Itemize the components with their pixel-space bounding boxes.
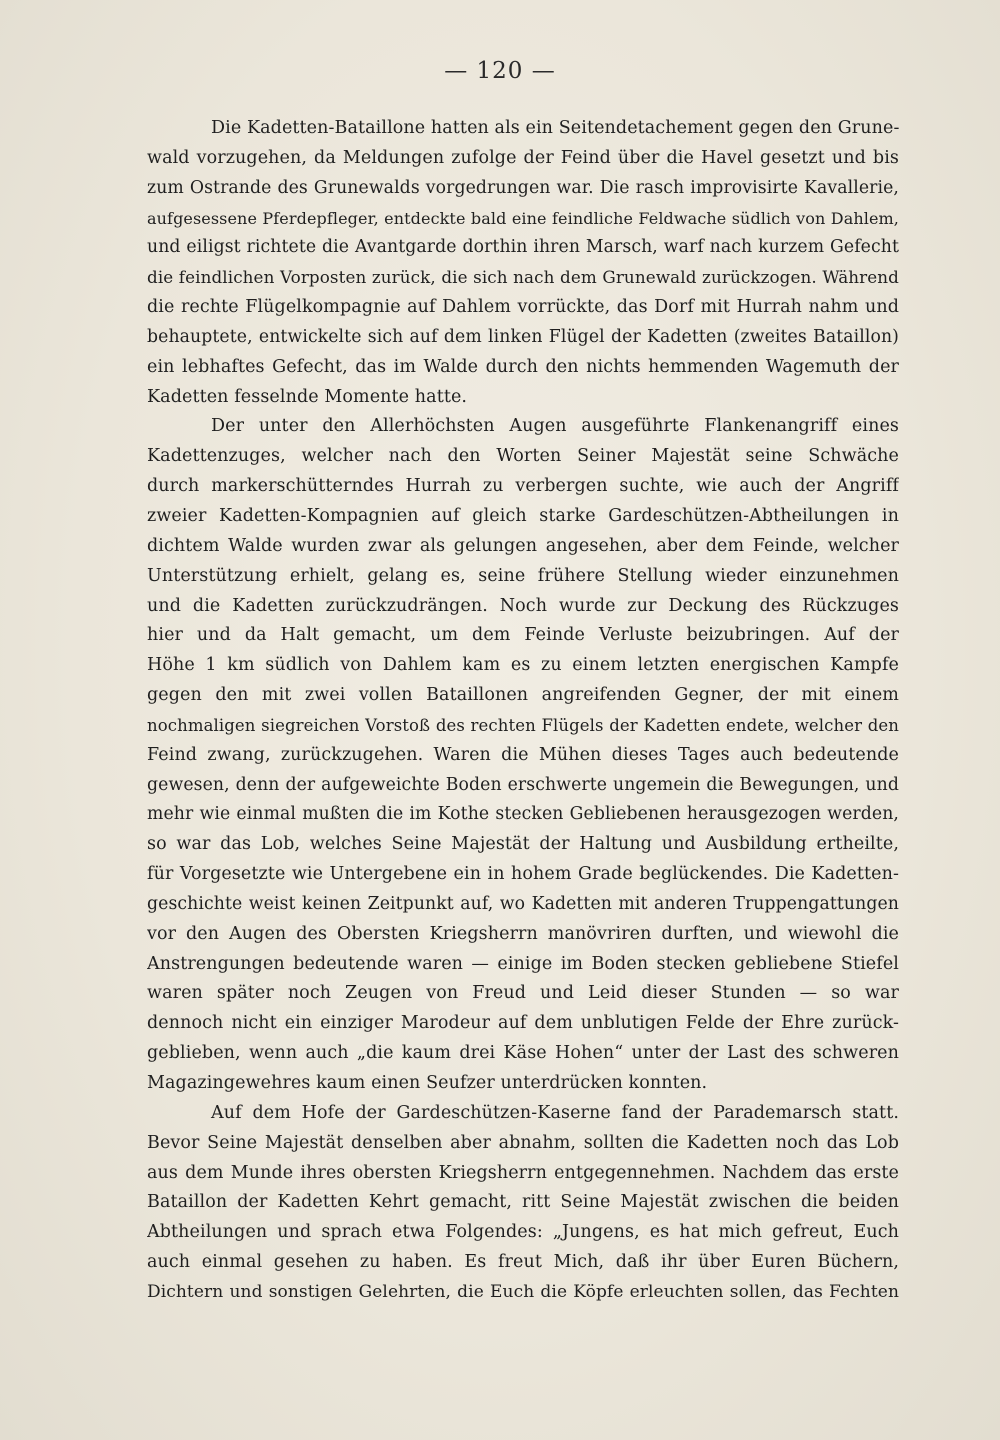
text-line: ein lebhaftes Gefecht, das im Walde durch den nichts hemmenden Wagemuth der — [147, 356, 899, 377]
text-line: gewesen, denn der aufgeweichte Boden erschwerte ungemein die Bewegungen, und — [147, 774, 899, 795]
text-line: dennoch nicht ein einziger Marodeur auf dem unblutigen Felde der Ehre zurück- — [147, 1013, 899, 1034]
text-line: geschichte weist keinen Zeitpunkt auf, wo Kadetten mit anderen Truppengattungen — [147, 893, 899, 914]
text-line: hier und da Halt gemacht, um dem Feinde Verluste beizubringen. Auf der — [147, 625, 899, 646]
text-line: Anstrengungen bedeutende waren — einige im Boden stecken gebliebene Stiefel — [147, 953, 899, 974]
text-line: Auf dem Hofe der Gardeschützen-Kaserne fand der Parademarsch statt. — [211, 1102, 899, 1123]
text-line: Der unter den Allerhöchsten Augen ausgeführte Flankenangriff eines — [211, 416, 899, 437]
text-line: zum Ostrande des Grunewalds vorgedrungen war. Die rasch improvisirte Kavallerie, — [147, 177, 899, 198]
text-line: Bevor Seine Majestät denselben aber abnahm, sollten die Kadetten noch das Lob — [147, 1132, 899, 1153]
text-line: Höhe 1 km südlich von Dahlem kam es zu einem letzten energischen Kampfe — [147, 655, 899, 676]
text-line: wald vorzugehen, da Meldungen zufolge der Feind über die Havel gesetzt und bis — [147, 147, 899, 168]
page-number: — 120 — — [444, 58, 556, 84]
text-line: und eiligst richtete die Avantgarde dorthin ihren Marsch, warf nach kurzem Gefecht — [147, 237, 899, 258]
text-line: zweier Kadetten-Kompagnien auf gleich starke Gardeschützen-Abtheilungen in — [147, 505, 899, 526]
text-line: durch markerschütterndes Hurrah zu verbergen suchte, wie auch der Angriff — [147, 476, 899, 497]
text-line: Feind zwang, zurückzugehen. Waren die Mühen dieses Tages auch bedeutende — [147, 744, 899, 765]
text-line: und die Kadetten zurückzudrängen. Noch wurde zur Deckung des Rückzuges — [147, 595, 899, 616]
body-text — [147, 114, 899, 1308]
text-line: nochmaligen siegreichen Vorstoß des rechten Flügels der Kadetten endete, welcher den — [147, 715, 899, 735]
text-line: aufgesessene Pferdepfleger, entdeckte bald eine feindliche Feldwache südlich von Dahlem, — [147, 208, 899, 228]
text-line: behauptete, entwickelte sich auf dem linken Flügel der Kadetten (zweites Bataillon) — [147, 326, 899, 347]
text-line: Dichtern und sonstigen Gelehrten, die Euch die Köpfe erleuchten sollen, das Fechten — [147, 1281, 899, 1302]
text-line: gegen den mit zwei vollen Bataillonen angreifenden Gegner, der mit einem — [147, 685, 899, 706]
text-line: waren später noch Zeugen von Freud und Leid dieser Stunden — so war — [147, 983, 899, 1004]
text-line: Die Kadetten-Bataillone hatten als ein Seitendetachement gegen den Grune- — [211, 118, 899, 138]
text-line: Kadetten fesselnde Momente hatte. — [147, 386, 468, 407]
text-line: die rechte Flügelkompagnie auf Dahlem vorrückte, das Dorf mit Hurrah nahm und — [147, 297, 899, 318]
text-line: Unterstützung erhielt, gelang es, seine frühere Stellung wieder einzunehmen — [147, 565, 899, 586]
text-line: mehr wie einmal mußten die im Kothe stecken Gebliebenen herausgezogen werden, — [147, 804, 899, 825]
text-line: Kadettenzuges, welcher nach den Worten Seiner Majestät seine Schwäche — [147, 446, 899, 467]
text-line: vor den Augen des Obersten Kriegsherrn manövriren durften, und wiewohl die — [147, 923, 899, 944]
text-line: Magazingewehres kaum einen Seufzer unterdrücken konnten. — [147, 1073, 708, 1093]
text-line: geblieben, wenn auch „die kaum drei Käse Hohen“ unter der Last des schweren — [147, 1043, 899, 1064]
text-line: aus dem Munde ihres obersten Kriegsherrn entgegennehmen. Nachdem das erste — [147, 1162, 899, 1183]
text-line: für Vorgesetzte wie Untergebene ein in hohem Grade beglückendes. Die Kadetten- — [147, 864, 899, 885]
text-line: Abtheilungen und sprach etwa Folgendes: „Jungens, es hat mich gefreut, Euch — [147, 1222, 899, 1243]
text-line: dichtem Walde wurden zwar als gelungen angesehen, aber dem Feinde, welcher — [147, 535, 899, 556]
text-line: auch einmal gesehen zu haben. Es freut Mich, daß ihr über Euren Büchern, — [147, 1252, 899, 1273]
text-line: so war das Lob, welches Seine Majestät der Haltung und Ausbildung ertheilte, — [147, 834, 899, 855]
text-line: Bataillon der Kadetten Kehrt gemacht, ritt Seine Majestät zwischen die beiden — [147, 1192, 899, 1213]
text-line: die feindlichen Vorposten zurück, die sich nach dem Grunewald zurückzogen. Während — [147, 267, 899, 288]
